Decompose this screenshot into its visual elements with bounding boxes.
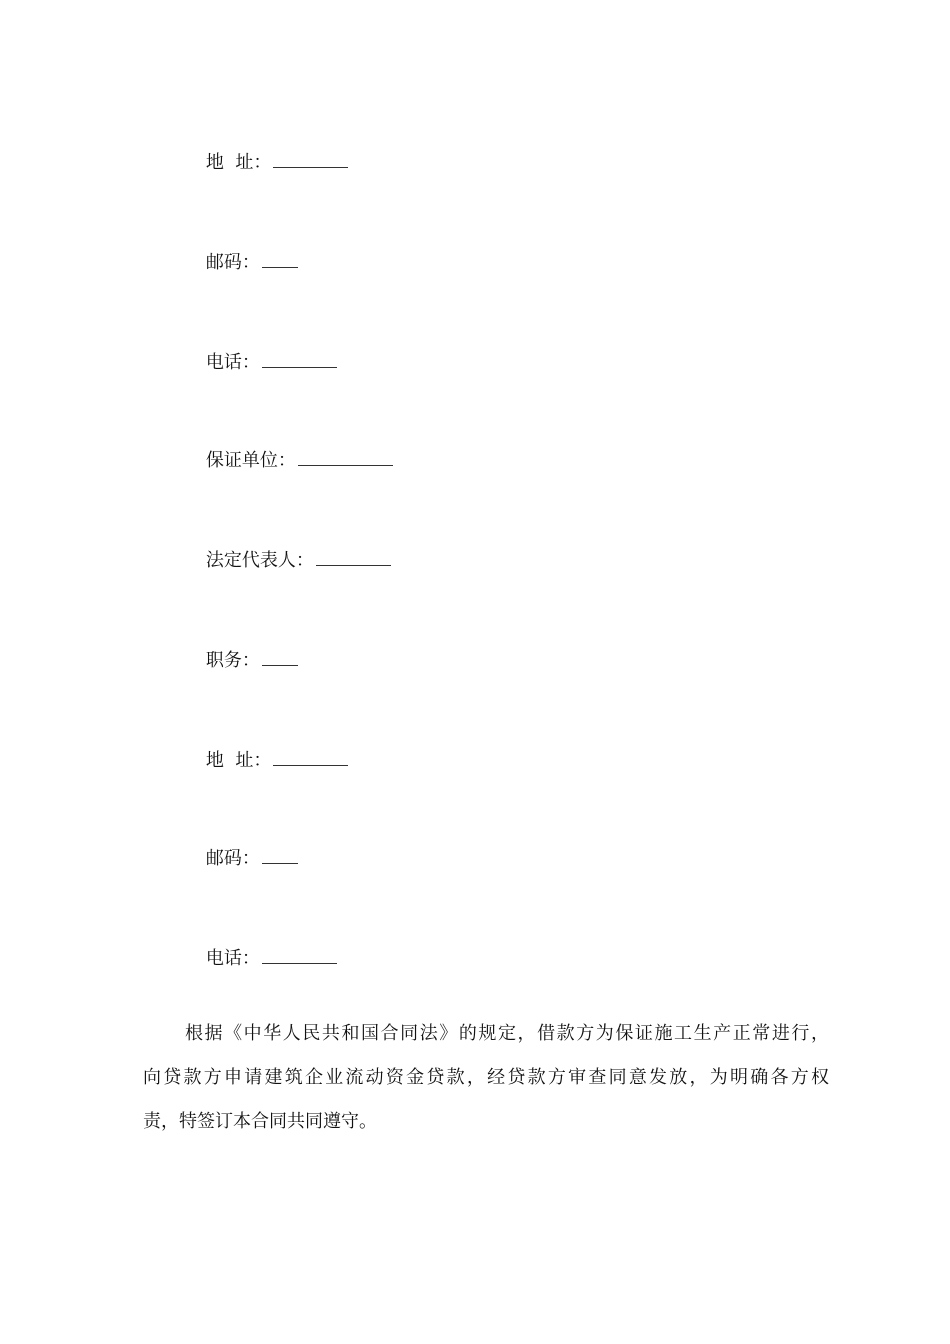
address-blank bbox=[273, 153, 348, 168]
postcode-label: 邮码： bbox=[205, 848, 260, 869]
guarantor-postcode-field bbox=[183, 823, 298, 895]
legal-representative-blank bbox=[316, 551, 391, 566]
lender-phone-field bbox=[183, 327, 337, 399]
guarantor-unit-label: 保证单位： bbox=[205, 450, 296, 471]
paragraph-line: 向贷款方申请建筑企业流动资金贷款，经贷款方审查同意发放，为明确各方权 bbox=[143, 1067, 829, 1088]
phone-blank bbox=[262, 353, 337, 368]
postcode-blank bbox=[262, 849, 298, 864]
postcode-blank bbox=[262, 253, 298, 268]
paragraph-line: 根据《中华人民共和国合同法》的规定，借款方为保证施工生产正常进行， bbox=[185, 1023, 829, 1044]
lender-address-field bbox=[183, 127, 348, 199]
paragraph-line: 责，特签订本合同共同遵守。 bbox=[143, 1111, 377, 1132]
contract-preamble-paragraph bbox=[143, 1012, 829, 1144]
position-field bbox=[183, 625, 298, 697]
position-label: 职务： bbox=[205, 650, 260, 671]
phone-blank bbox=[262, 949, 337, 964]
address-blank bbox=[273, 751, 348, 766]
phone-label: 电话： bbox=[205, 352, 260, 373]
address-label: 地 址： bbox=[205, 750, 272, 771]
lender-postcode-field bbox=[183, 227, 298, 299]
legal-representative-field bbox=[183, 525, 391, 597]
phone-label: 电话： bbox=[205, 948, 260, 969]
guarantor-unit-field bbox=[183, 425, 393, 497]
postcode-label: 邮码： bbox=[205, 252, 260, 273]
position-blank bbox=[262, 651, 298, 666]
address-label: 地 址： bbox=[205, 152, 272, 173]
guarantor-address-field bbox=[183, 725, 348, 797]
guarantor-phone-field bbox=[183, 923, 337, 995]
legal-representative-label: 法定代表人： bbox=[205, 550, 314, 571]
guarantor-unit-blank bbox=[298, 451, 393, 466]
